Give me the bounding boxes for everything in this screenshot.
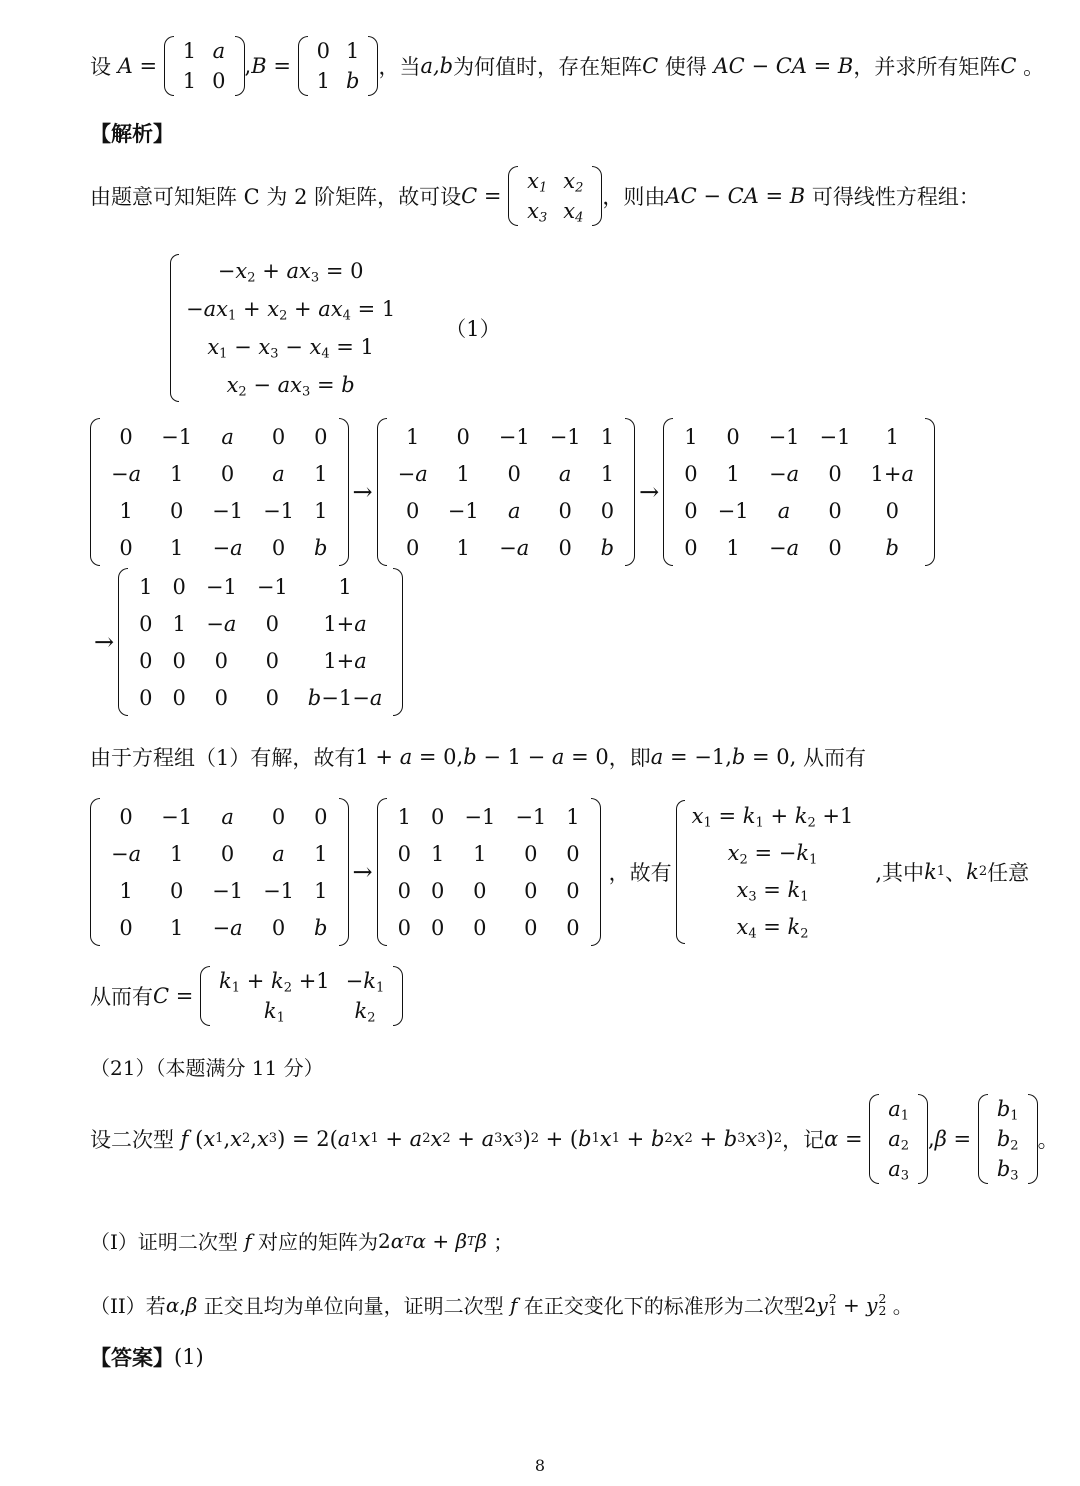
setup-line: 由题意可知矩阵 C 为 2 阶矩阵，故可设 C = $x_1$ $x_2$ $x_3$ $x_4$ ，则由 AC − CA = B 可得线性方程组：	[90, 166, 980, 226]
solution-system: $x_1 = k_1 + k_2 +1$ $x_2 = -k_1$ $x_3 = k_1$ $x_4 = k_2$	[676, 798, 854, 946]
part-1: （I）证明二次型 f 对应的矩阵为 2 α T α + β T β ；	[90, 1228, 514, 1254]
augmented-matrix-3: 1 0 −1 −1 1 0 1 −a 0 1+a 0 −1 a 0 0 0 1 −a 0 b	[663, 418, 935, 566]
solution-block: 0 −1 a 0 0 −a 1 0 a 1 1 0 −1 −1 1 0 1 −a 0 b → 1 0 −1 −1 1 0 1 1 0 0 0 0 0 0 0 0 0 0 0 0 ，故有 $x_1 = k_1 + k_2 +1$ $x_2 = -k_1$ $x_3 = k_1$ $x_4 = k_2$ ,其中 k 1 、 k 2 任意	[90, 798, 1029, 946]
page-number: 8	[534, 1456, 546, 1475]
matrix-C-solution: $k_1 + k_2 +1$ $-k_1$ $k_1$ $k_2$	[200, 966, 403, 1026]
linear-system	[170, 252, 501, 404]
matrix-C: $x_1$ $x_2$ $x_3$ $x_4$	[508, 166, 602, 226]
solvability-line: 由于方程组（1）有解，故有 1 + a = 0, b − 1 − a = 0 ，即 a = −1, b = 0, 从而有	[90, 745, 866, 770]
row-reduction-1	[90, 418, 935, 566]
augmented-matrix-1: 0 −1 a 0 0 −a 1 0 a 1 1 0 −1 −1 1 0 1 −a 0 b	[90, 418, 349, 566]
problem-statement: 设 A = 1 a 1 0 , B = 0 1 1 b ，当 a,b 为何值时，存在矩阵 C 使得 AC − CA = B ，并求所有矩阵 C 。	[90, 36, 1044, 96]
row-reduction-2	[90, 568, 403, 716]
final-matrix-line: 从而有 C = $k_1 + k_2 +1$ $-k_1$ $k_1$ $k_2$	[90, 966, 403, 1026]
matrix-B: 0 1 1 b	[298, 36, 379, 96]
part-2: （II）若 α , β 正交且均为单位向量，证明二次型 f 在正交变化下的标准形为二次型 2 y 2 1 + y 2 2 。	[90, 1290, 913, 1318]
augmented-matrix-2: 1 0 −1 −1 1 −a 1 0 a 1 0 −1 a 0 0 0 1 −a 0 b	[377, 418, 636, 566]
quadratic-form-line: 设二次型 f ( x 1 , x 2 , x 3 ) = 2( a 1 x 1 + a 2 x 2 + a 3 x 3 ) 2 + ( b 1 x 1 + b 2 x 2 + b 3 x 3 ) 2 ，记 α = $a_1$ $a_2$ $a_3$ , β = $b_1$ $b_2$ $b_3$ 。	[90, 1094, 1059, 1184]
augmented-matrix-5: 0 −1 a 0 0 −a 1 0 a 1 1 0 −1 −1 1 0 1 −a 0 b	[90, 798, 349, 946]
vector-alpha: $a_1$ $a_2$ $a_3$	[869, 1094, 928, 1184]
arrow-icon: →	[94, 628, 115, 656]
analysis-label: 【解析】	[90, 121, 174, 146]
matrix-A: 1 a 1 0	[164, 36, 245, 96]
augmented-matrix-6: 1 0 −1 −1 1 0 1 1 0 0 0 0 0 0 0 0 0 0 0 0	[377, 798, 601, 946]
arrow-icon: →	[639, 478, 660, 506]
system-label: （1）	[445, 317, 501, 341]
arrow-icon: →	[352, 478, 373, 506]
system-brace: $-x_2 + ax_3 = 0$ $-ax_1 + x_2 + ax_4 = 1$ $x_1 - x_3 - x_4 = 1$ $x_2 - ax_3 = b$	[170, 252, 395, 404]
arrow-icon: →	[352, 858, 373, 886]
question-21-header: （21）（本题满分 11 分）	[90, 1056, 324, 1080]
augmented-matrix-4: 1 0 −1 −1 1 0 1 −a 0 1+a 0 0 0 0 1+a 0 0 0 0 b−1−a	[118, 568, 403, 716]
vector-beta: $b_1$ $b_2$ $b_3$	[978, 1094, 1038, 1184]
answer-line: 【答案】 (1)	[90, 1345, 204, 1370]
